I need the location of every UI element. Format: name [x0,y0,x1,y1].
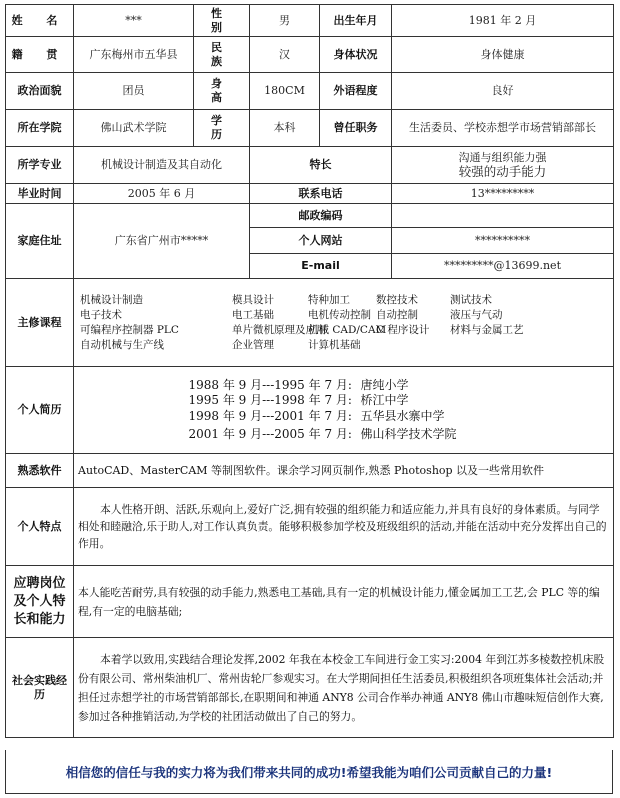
course-item: 材料与金属工艺 [450,324,524,336]
course-item: 电机传动控制 [308,309,371,321]
course-item: C 程序设计 [376,324,430,336]
label-graduation: 毕业时间 [6,184,74,204]
course-list [76,290,611,355]
value-practice [74,638,614,738]
footer-slogan: 相信您的信任与我的实力将为我们带来共同的成功!希望我能为咱们公司贡献自己的力量! [5,750,613,794]
course-item: 测试技术 [450,294,492,306]
label-politics: 政治面貌 [6,73,74,110]
value-specialty [392,147,614,184]
label-major: 所学专业 [6,147,74,184]
label-foreign-lang: 外语程度 [320,73,392,110]
label-birth: 出生年月 [320,5,392,37]
course-item: 电子技术 [80,309,122,321]
course-item: 可编程序控制器 PLC [80,324,179,336]
label-address: 家庭住址 [6,204,74,279]
value-name: *** [74,5,194,37]
value-native: 广东梅州市五华县 [74,37,194,73]
label-education: 学 历 [194,110,250,147]
label-school: 所在学院 [6,110,74,147]
value-politics: 团员 [74,73,194,110]
course-item: 特种加工 [308,294,350,306]
value-phone: 13********* [392,184,614,204]
label-email: E-mail [250,254,392,279]
history-period: 1998 年 9 月---2001 年 7 月: [188,408,352,423]
value-job: 本人能吃苦耐劳,具有较强的动手能力,熟悉电工基础,具有一定的机械设计能力,懂金属加工工艺,会 PLC 等的编程,有一定的电脑基础; [74,566,614,638]
value-foreign-lang: 良好 [392,73,614,110]
label-specialty: 特长 [250,147,392,184]
label-website: 个人网站 [250,228,392,254]
value-website: ********** [392,228,614,254]
practice-text: 本着学以致用,实践结合理论发挥,2002 年我在本校金工车间进行金工实习:2004 年到江苏多棱数控机床股份有限公司、常州柴油机厂、常州齿轮厂参观实习。在大学期间担任生活委员,积极组织各项班集体社会活动;并担任过赤想学社的市场营销部部长,在职期间和神通 ANY8 公司合作举办神通 ANY8 佛山市趣味短信创作大赛,参加过各种推销活动,为学校的社团活动做出了自己的努力。 [78,652,605,723]
history-school: 唐纯小学 [360,377,409,392]
label-ethnicity: 民 族 [194,37,250,73]
label-name: 姓 名 [6,5,74,37]
value-position: 生活委员、学校赤想学市场营销部部长 [392,110,614,147]
course-item: 机械 CAD/CAM [308,324,387,336]
courses-cell [74,279,614,367]
value-gender: 男 [250,5,320,37]
value-school: 佛山武术学院 [74,110,194,147]
value-software: AutoCAD、MasterCAM 等制图软件。课余学习网页制作,熟悉 Photoshop 以及一些常用软件 [74,454,614,488]
course-item: 企业管理 [232,339,274,351]
label-traits: 个人特点 [6,488,74,566]
value-height: 180CM [250,73,320,110]
label-height: 身 高 [194,73,250,110]
label-native: 籍 贯 [6,37,74,73]
specialty-line-2: 较强的动手能力 [458,164,547,179]
traits-text: 本人性格开朗、活跃,乐观向上,爱好广泛,拥有较强的组织能力和适应能力,并具有良好的身体素质。与同学相处和睦融洽,乐于助人,对工作认真负责。能够积极参加学校及班级组织的活动,并能在活动中充分发挥出自己的作用。 [78,503,607,550]
course-item: 数控技术 [376,294,418,306]
history-period: 1988 年 9 月---1995 年 7 月: [188,377,352,392]
label-postcode: 邮政编码 [250,204,392,228]
value-health: 身体健康 [392,37,614,73]
history-school: 桥江中学 [360,393,409,407]
label-job: 应聘岗位及个人特长和能力 [6,566,74,638]
value-ethnicity: 汉 [250,37,320,73]
resume-sheet [5,4,613,738]
label-gender: 性 别 [194,5,250,37]
value-email: *********@13699.net [392,254,614,279]
course-item: 液压与气动 [450,309,503,321]
history-list [189,378,499,443]
label-software: 熟悉软件 [6,454,74,488]
value-major: 机械设计制造及其自动化 [74,147,250,184]
label-phone: 联系电话 [250,184,392,204]
history-school: 五华县水寨中学 [360,408,445,423]
value-graduation: 2005 年 6 月 [74,184,250,204]
specialty-line-1: 沟通与组织能力强 [458,151,547,164]
label-position: 曾任职务 [320,110,392,147]
course-item: 自动控制 [376,309,418,321]
value-birth: 1981 年 2 月 [392,5,614,37]
value-traits [74,488,614,566]
history-row [189,409,499,425]
history-row [189,378,499,394]
label-courses: 主修课程 [6,279,74,367]
course-item: 单片微机原理及应用 [232,324,327,336]
label-history: 个人简历 [6,367,74,454]
course-item: 模具设计 [232,294,274,306]
label-health: 身体状况 [320,37,392,73]
value-postcode [392,204,614,228]
resume-table [5,4,614,738]
history-cell [74,367,614,454]
value-education: 本科 [250,110,320,147]
value-address: 广东省广州市***** [74,204,250,279]
course-item: 机械设计制造 [80,294,143,306]
course-item: 电工基础 [232,309,274,321]
history-row [189,427,499,443]
history-school: 佛山科学技术学院 [360,427,457,441]
history-period: 1995 年 9 月---1998 年 7 月: [188,393,352,407]
course-item: 自动机械与生产线 [80,339,164,351]
history-period: 2001 年 9 月---2005 年 7 月: [188,427,352,441]
label-practice: 社会实践经历 [6,638,74,738]
history-row [189,393,499,409]
course-item: 计算机基础 [308,339,361,351]
